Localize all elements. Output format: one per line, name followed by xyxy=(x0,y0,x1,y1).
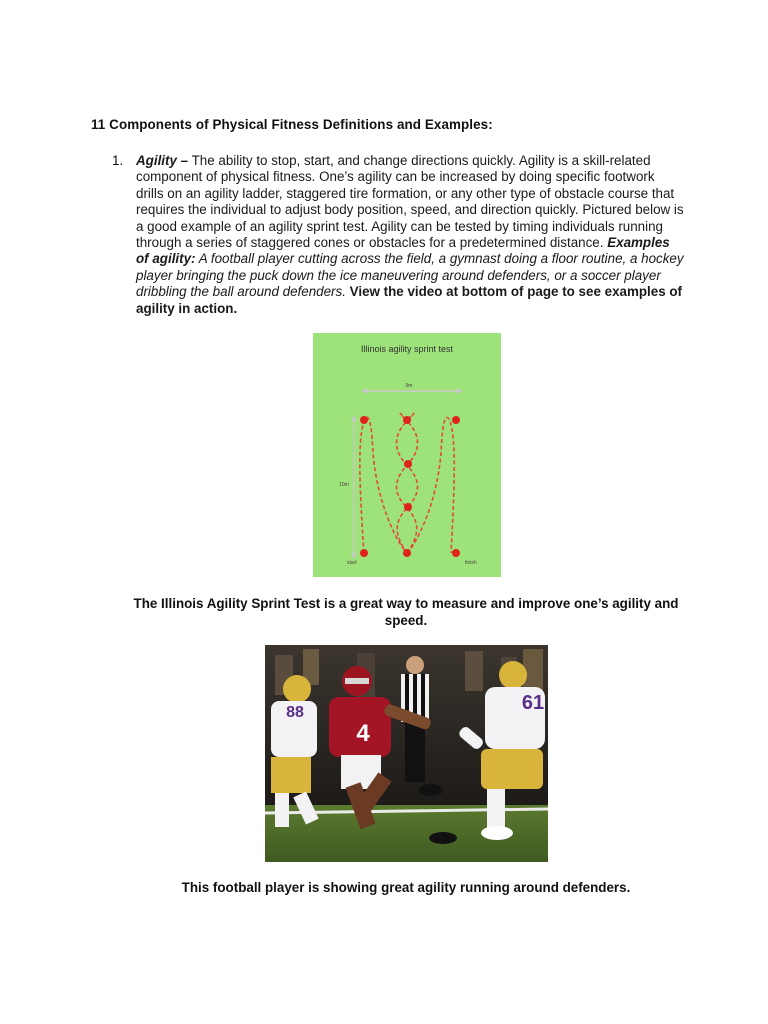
length-arrow-top xyxy=(351,415,357,421)
jersey-number-center: 4 xyxy=(356,720,370,747)
jersey-number-left: 88 xyxy=(286,704,304,721)
cone-finish xyxy=(452,549,460,557)
length-label: 10m xyxy=(339,482,349,488)
width-label: 5m xyxy=(405,383,413,389)
run-path-left xyxy=(360,417,407,553)
page-heading: 11 Components of Physical Fitness Definitions and Examples: xyxy=(91,117,493,132)
run-path-weave-a xyxy=(397,414,418,554)
finish-label: finish xyxy=(465,560,477,566)
photo-caption: This football player is showing great agility running around defenders. xyxy=(181,880,631,895)
jersey-number-right: 61 xyxy=(521,692,545,714)
start-label: start xyxy=(347,560,357,566)
cone-center-2 xyxy=(404,503,412,511)
agility-definition: The ability to stop, start, and change directions quickly. Agility is a skill-related component of physical fitness. One’s agility can be increased by doing specific footwork drills on an agility ladder, staggered tire formation, or any other type of obstacle course that requires the individual to adjust body position, speed, and direction quickly. Pictured below is a good example of an agility sprint test. Agility can be tested by timing individuals running through a series of staggered cones or obstacles for a predetermined distance. xyxy=(136,153,684,251)
run-path xyxy=(360,414,454,554)
cone-top-center xyxy=(403,416,411,424)
football-photo-svg xyxy=(265,645,548,862)
width-arrow-left xyxy=(361,388,367,394)
video-note: View the video at bottom of page to see examples of agility in action. xyxy=(136,284,683,316)
diagram-title: Illinois agility sprint test xyxy=(360,344,454,354)
agility-diagram-svg xyxy=(313,333,501,577)
cone-start xyxy=(360,549,368,557)
length-arrow-bottom xyxy=(351,553,357,559)
agility-test-diagram xyxy=(313,333,501,577)
examples-text: A football player cutting across the field, a gymnast doing a floor routine, a hockey player bringing the puck down the ice maneuvering around defenders, or a soccer player dribbling the ball around defenders. xyxy=(136,251,684,300)
run-path-weave-b xyxy=(397,414,418,554)
football-photo xyxy=(265,645,548,862)
cone-bottom-center xyxy=(403,549,411,557)
run-path-right xyxy=(407,417,454,553)
cone-top-left xyxy=(360,416,368,424)
agility-term: Agility – xyxy=(136,153,189,168)
cone-center-1 xyxy=(404,460,412,468)
cone-top-right xyxy=(452,416,460,424)
examples-label: Examples of agility: xyxy=(136,235,670,267)
width-arrow-right xyxy=(457,388,463,394)
list-number: 1. xyxy=(112,153,124,168)
diagram-caption: The Illinois Agility Sprint Test is a great way to measure and improve one’s agility and speed. xyxy=(133,596,679,628)
agility-paragraph xyxy=(136,153,684,317)
